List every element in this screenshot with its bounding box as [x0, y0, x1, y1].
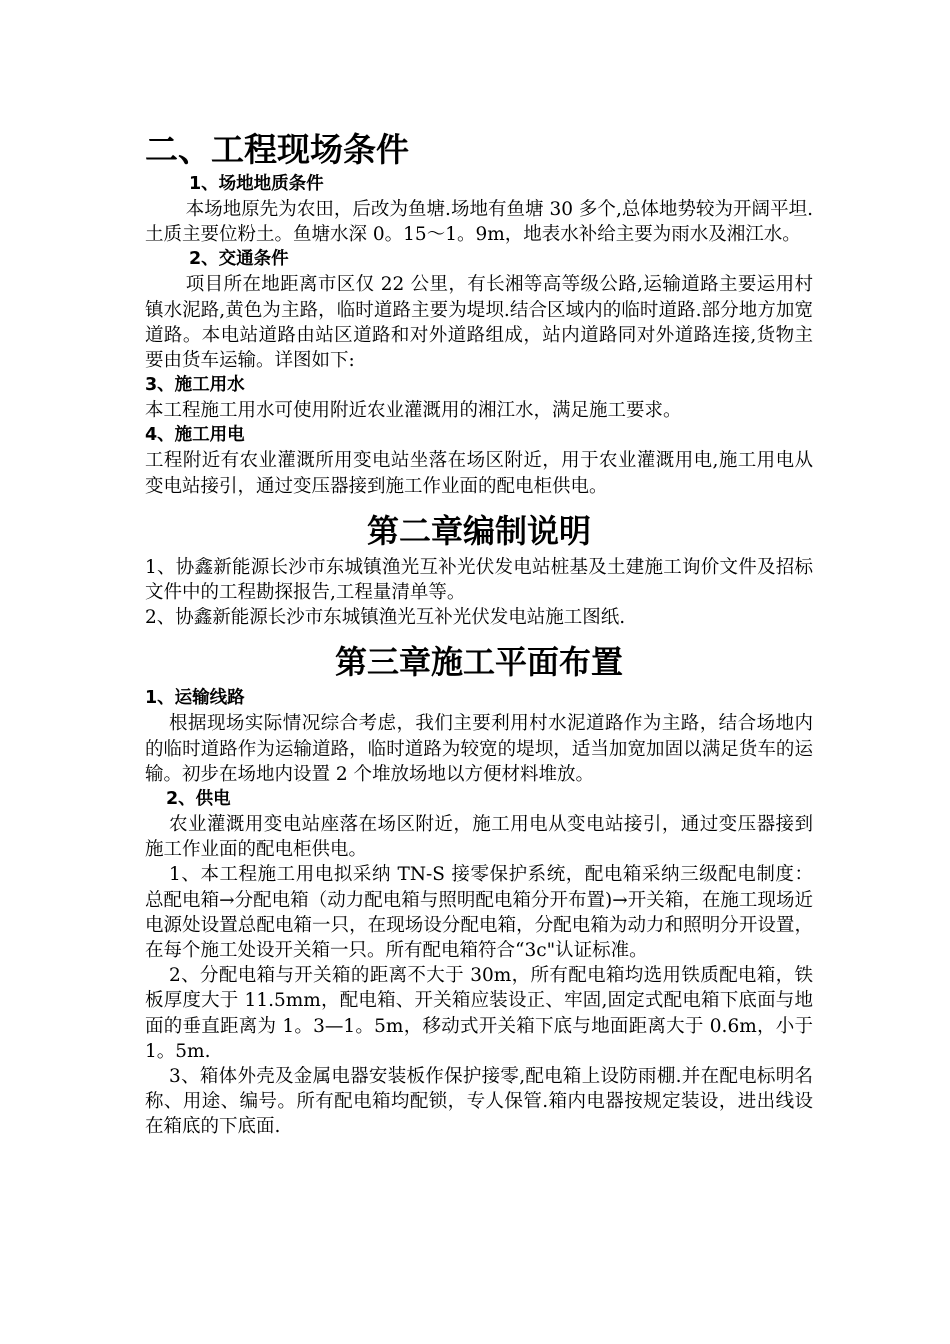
paragraph-geology: 本场地原先为农田，后改为鱼塘.场地有鱼塘 30 多个,总体地势较为开阔平坦.土质主要位粉土。鱼塘水深 0。15～1。9m，地表水补给主要为雨水及湘江水。 — [145, 199, 813, 246]
heading-water: 3、施工用水 — [145, 375, 245, 396]
document-page — [145, 128, 813, 1140]
heading-geology: 1、场地地质条件 — [189, 174, 324, 194]
heading-power: 4、施工用电 — [145, 425, 245, 446]
paragraph-transport-route: 根据现场实际情况综合考虑，我们主要利用村水泥道路作为主路，结合场地内的临时道路作为运输道路，临时道路为较宽的堤坝，适当加宽加固以满足货车的运输。初步在场地内设置 2 个堆放场地以方便材料堆放。 — [145, 713, 813, 785]
paragraph-water: 本工程施工用水可使用附近农业灌溉用的湘江水，满足施工要求。 — [145, 400, 682, 422]
paragraph-supply-rule-1: 1、本工程施工用电拟采纳 TN-S 接零保护系统，配电箱采纳三级配电制度：总配电箱→分配电箱（动力配电箱与照明配电箱分开布置)→开关箱，在施工现场近电源处设置总配电箱一只，在现场设分配电箱，分配电箱为动力和照明分开设置，在每个施工处设开关箱一只。所有配电箱符合“3c"认证标准。 — [145, 864, 813, 962]
paragraph-supply: 农业灌溉用变电站座落在场区附近，施工用电从变电站接引，通过变压器接到施工作业面的配电柜供电。 — [145, 814, 813, 861]
heading-transport-route: 1、运输线路 — [145, 688, 245, 709]
paragraph-power: 工程附近有农业灌溉所用变电站坐落在场区附近，用于农业灌溉用电,施工用电从变电站接引，通过变压器接到施工作业面的配电柜供电。 — [145, 450, 813, 497]
paragraph-supply-rule-2: 2、分配电箱与开关箱的距离不大于 30m，所有配电箱均选用铁质配电箱，铁板厚度大于 11.5mm，配电箱、开关箱应装设正、牢固,固定式配电箱下底面与地面的垂直距离为 1。3—1。5m，移动式开关箱下底与地面距离大于 0.6m，小于 1。5m. — [145, 965, 813, 1062]
paragraph-traffic: 项目所在地距离市区仅 22 公里，有长湘等高等级公路,运输道路主要运用村镇水泥路,黄色为主路，临时道路主要为堤坝.结合区域内的临时道路.部分地方加宽道路。本电站道路由站区道路和对外道路组成，站内道路同对外道路连接,货物主要由货车运输。详图如下: — [145, 274, 813, 372]
section-title-site-conditions: 二、工程现场条件 — [145, 130, 409, 169]
paragraph-supply-rule-3: 3、箱体外壳及金属电器安装板作保护接零,配电箱上设防雨棚.并在配电标明名称、用途、编号。所有配电箱均配锁，专人保管.箱内电器按规定装设，进出线设在箱底的下底面. — [145, 1066, 813, 1138]
list-item-basis-1: 1、协鑫新能源长沙市东城镇渔光互补光伏发电站桩基及土建施工询价文件及招标文件中的工程勘探报告,工程量清单等。 — [145, 556, 813, 604]
heading-traffic: 2、交通条件 — [189, 249, 289, 270]
chapter-title-layout: 第三章施工平面布置 — [334, 643, 623, 682]
list-item-basis-2: 2、协鑫新能源长沙市东城镇渔光互补光伏发电站施工图纸. — [145, 607, 626, 629]
heading-supply: 2、供电 — [166, 789, 231, 810]
chapter-title-compilation: 第二章编制说明 — [366, 511, 591, 550]
